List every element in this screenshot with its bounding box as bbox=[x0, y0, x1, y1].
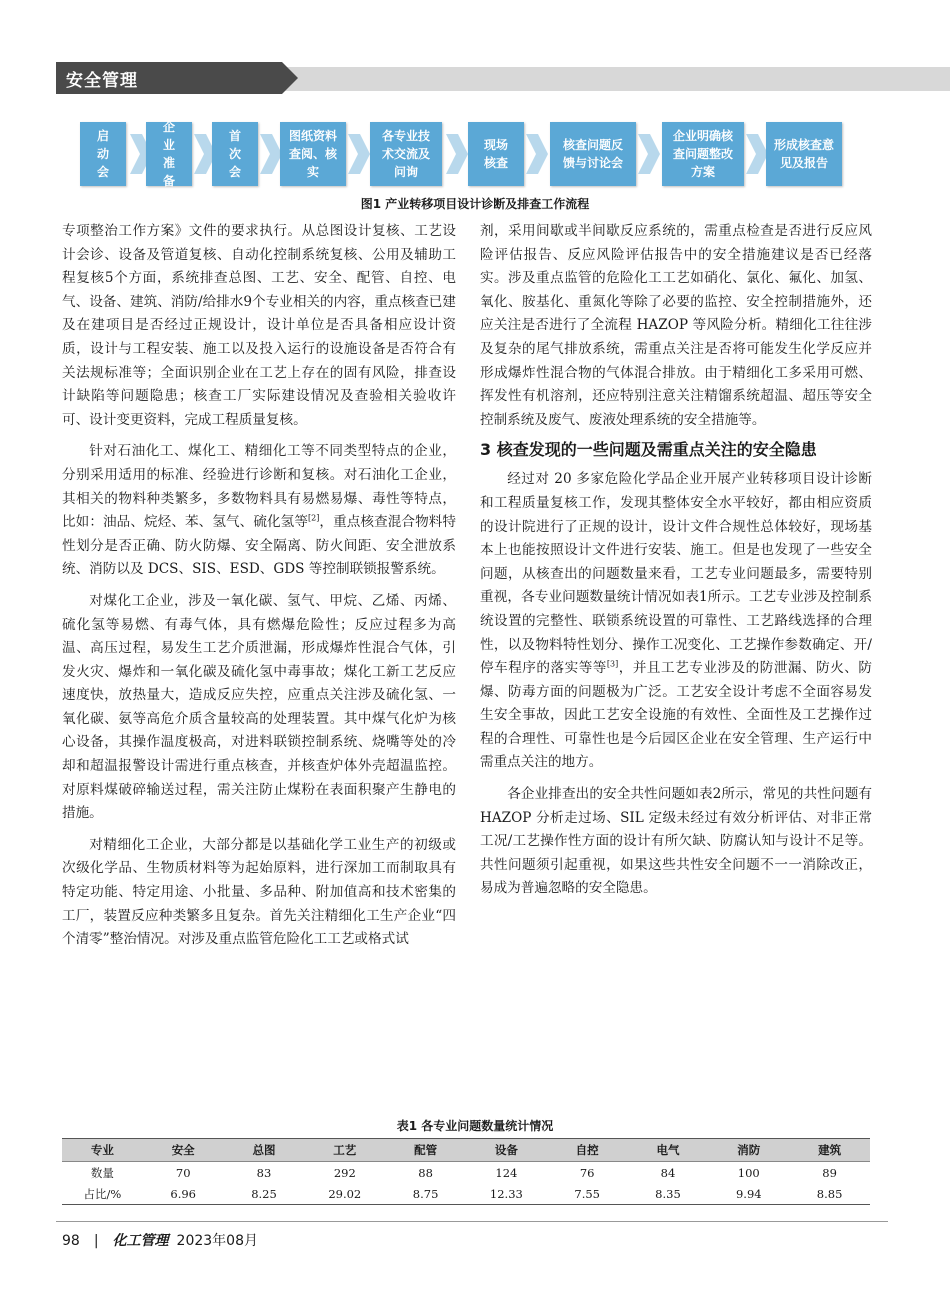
page-footer bbox=[62, 1230, 258, 1250]
flow-arrow-icon bbox=[526, 134, 548, 174]
table-cell: 7.55 bbox=[547, 1183, 628, 1205]
table-cell: 84 bbox=[660, 1165, 676, 1180]
table-cell: 占比/% bbox=[62, 1183, 143, 1205]
paragraph: 针对石油化工、煤化工、精细化工等不同类型特点的企业，分别采用适用的标准、经验进行诊断和复核。对石油化工企业，其相关的物料种类繁多，多数物料具有易燃易爆、毒性等特点，比如：油品、烷烃、苯、氢气、硫化氢等[2]，重点核查混合物料特性划分是否正确、防火防爆、安全隔离、防火间距、安全泄放系统、消防以及 DCS、SIS、ESD、GDS 等控制联锁报警系统。 bbox=[62, 443, 457, 578]
table-cell: 8.25 bbox=[224, 1183, 305, 1205]
table-cell: 100 bbox=[737, 1165, 760, 1180]
flow-step: 图纸资料 查阅、核 实 bbox=[280, 122, 346, 186]
paragraph: 对精细化工企业，大部分都是以基础化学工业生产的初级或次级化学品、生物质材料等为起始原料，进行深加工而制取具有特定功能、特定用途、小批量、多品种、附加值高和技术密集的工厂，装置反应种类繁多且复杂。首先关注精细化工生产企业“四个清零”整治情况。对涉及重点监管危险化工工艺或格式试 bbox=[62, 836, 456, 948]
table-header-cell: 专业 bbox=[62, 1139, 143, 1162]
paragraph: 经过对 20 多家危险化学品企业开展产业转移项目设计诊断和工程质量复核工作，发现其整体安全水平较好，都由相应资质的设计院进行了正规的设计，设计文件合规性总体较好，现场基本上也能按照设计文件进行安装、施工。但是也发现了一些安全问题，从核查出的问题数量来看，工艺专业问题最多，需要特别重视，各专业问题数量统计情况如表1所示。工艺专业涉及控制系统设置的完整性、联锁系统设置的可靠性、工艺路线选择的合理性，以及物料特性划分、操作工况变化、工艺操作参数确定、开/停车程序的落实等等[3]，并且工艺专业涉及的防泄漏、防火、防爆、防毒方面的问题极为广泛。工艺安全设计考虑不全面容易发生安全事故，因此工艺安全设施的有效性、全面性及工艺操作过程的合理性、可靠性也是今后园区企业在安全管理、生产运行中需重点关注的地方。 bbox=[480, 471, 873, 771]
table-row bbox=[62, 1162, 870, 1184]
flow-arrow-icon bbox=[638, 134, 660, 174]
table-header-cell: 配管 bbox=[385, 1139, 466, 1162]
stats-table bbox=[62, 1138, 870, 1205]
table-cell: 29.02 bbox=[304, 1183, 385, 1205]
table-header-cell: 消防 bbox=[708, 1139, 789, 1162]
table-cell: 292 bbox=[333, 1165, 356, 1180]
paragraph: 剂，采用间歇或半间歇反应系统的，需重点检查是否进行反应风险评估报告、反应风险评估报告中的安全措施建议是否已经落实。涉及重点监管的危险化工工艺如硝化、氯化、氟化、加氢、氧化、胺基化、重氮化等除了必要的监控、安全控制措施外，还应关注是否进行了全流程 HAZOP 等风险分析。精细化工往往涉及复杂的尾气排放系统，需重点关注是否将可能发生化学反应并形成爆炸性混合物的气体混合排放。由于精细化工多采用可燃、挥发性有机溶剂，还应特别注意关注精馏系统超温、超压等安全控制系统及废气、废液处理系统的安全措施等。 bbox=[480, 223, 872, 428]
table-cell: 8.85 bbox=[789, 1183, 870, 1205]
flow-step: 启 动 会 bbox=[80, 122, 126, 186]
table-cell: 12.33 bbox=[466, 1183, 547, 1205]
flow-step: 企业明确核 查问题整改 方案 bbox=[662, 122, 744, 186]
flow-step: 现场 核查 bbox=[468, 122, 524, 186]
issue-date: 2023年08月 bbox=[176, 1233, 258, 1249]
flow-step: 各专业技 术交流及 问询 bbox=[370, 122, 442, 186]
table-cell: 9.94 bbox=[708, 1183, 789, 1205]
flow-arrow-icon bbox=[348, 134, 370, 174]
flow-step: 企 业 准 备 bbox=[146, 122, 192, 186]
flow-arrow-icon bbox=[446, 134, 468, 174]
table-header-cell: 总图 bbox=[224, 1139, 305, 1162]
table-header-cell: 安全 bbox=[143, 1139, 224, 1162]
table-cell: 数量 bbox=[90, 1165, 114, 1180]
page-number: 98 bbox=[62, 1233, 80, 1249]
table-header-cell: 设备 bbox=[466, 1139, 547, 1162]
table-cell: 89 bbox=[822, 1165, 837, 1180]
table-header-cell: 电气 bbox=[628, 1139, 709, 1162]
paragraph: 专项整治工作方案》文件的要求执行。从总图设计复核、工艺设计会诊、设备及管道复核、自动化控制系统复核、公用及辅助工程复核5个方面，系统排查总图、工艺、安全、配管、自控、电气、设备、建筑、消防/给排水9个专业相关的内容，重点核查已建及在建项目是否经过正规设计，设计单位是否具备相应设计资质，设计与工程安装、施工以及投入运行的设施设备是否符合有关法规标准等；全面识别企业在工艺上存在的固有风险，排查设计缺陷等问题隐患；核查工厂实际建设情况及查验相关验收许可、设计变更资料，完成工程质量复核。 bbox=[62, 223, 456, 428]
table-header-row bbox=[62, 1139, 870, 1162]
flow-arrow-icon bbox=[746, 134, 768, 174]
table-cell: 88 bbox=[418, 1165, 433, 1180]
section-heading: 3 核查发现的一些问题及需重点关注的安全隐患 bbox=[480, 440, 817, 460]
table-header-cell: 工艺 bbox=[304, 1139, 385, 1162]
right-column bbox=[480, 220, 872, 901]
table-cell: 70 bbox=[175, 1165, 191, 1180]
table-row bbox=[62, 1183, 870, 1205]
journal-name: 化工管理 bbox=[112, 1233, 169, 1249]
table-cell: 6.96 bbox=[143, 1183, 224, 1205]
left-column bbox=[62, 220, 456, 952]
flow-step: 首 次 会 bbox=[212, 122, 258, 186]
flow-arrow-icon bbox=[260, 134, 282, 174]
flow-step: 形成核查意 见及报告 bbox=[766, 122, 842, 186]
paragraph: 各企业排查出的安全共性问题如表2所示，常见的共性问题有 HAZOP 分析走过场、SIL 定级未经过有效分析评估、对非正常工况/工艺操作性方面的设计有所欠缺、防腐认知与设计不足等。共性问题须引起重视，如果这些共性安全问题不一一消除改正，易成为普遍忽略的安全隐患。 bbox=[480, 786, 872, 897]
table-cell: 83 bbox=[256, 1165, 272, 1180]
footer-separator: | bbox=[93, 1233, 99, 1249]
footer-divider bbox=[56, 1221, 888, 1222]
citation: [3] bbox=[606, 659, 619, 669]
table-cell: 8.75 bbox=[385, 1183, 466, 1205]
section-tag-label: 安全管理 bbox=[66, 71, 138, 91]
flow-step: 核查问题反 馈与讨论会 bbox=[550, 122, 636, 186]
table-header-cell: 建筑 bbox=[789, 1139, 870, 1162]
table-caption: 表1 各专业问题数量统计情况 bbox=[396, 1119, 554, 1133]
figure-caption: 图1 产业转移项目设计诊断及排查工作流程 bbox=[360, 197, 590, 211]
paragraph: 对煤化工企业，涉及一氧化碳、氢气、甲烷、乙烯、丙烯、硫化氢等易燃、有毒气体，具有燃爆危险性；反应过程多为高温、高压过程，易发生工艺介质泄漏，形成爆炸性混合气体，引发火灾、爆炸和一氧化碳及硫化氢中毒事故；煤化工新工艺反应速度快，放热量大，造成反应失控，应重点关注涉及硫化氢、一氧化碳、氨等高危介质含量较高的处理装置。其中煤气化炉为核心设备，其操作温度极高，对进料联锁控制系统、烧嘴等处的冷却和超温报警设计需进行重点核查，并核查炉体外壳超温监控。对原料煤破碎输送过程，需关注防止煤粉在表面积聚产生静电的措施。 bbox=[62, 592, 456, 822]
table-cell: 8.35 bbox=[628, 1183, 709, 1205]
table-cell: 76 bbox=[579, 1165, 595, 1180]
workflow-diagram bbox=[0, 114, 950, 190]
table-cell: 124 bbox=[495, 1165, 518, 1180]
citation: [2] bbox=[308, 513, 320, 523]
table-header-cell: 自控 bbox=[547, 1139, 628, 1162]
